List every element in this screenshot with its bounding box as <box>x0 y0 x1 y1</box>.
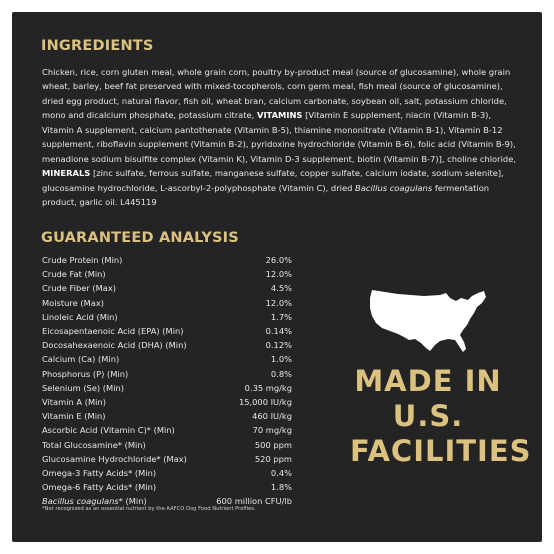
table-row <box>42 324 292 338</box>
bacillus-name: Bacillus coagulans <box>355 182 433 193</box>
table-row <box>42 267 292 281</box>
table-row <box>42 352 292 366</box>
nutrient-name: Crude Fat (Min) <box>42 269 106 280</box>
nutrient-value: 4.5% <box>270 283 292 294</box>
nutrient-value: 500 ppm <box>254 439 292 450</box>
ingredients-text-part: Chicken, rice, corn gluten meal, whole grain corn, poultry by-product meal (source of glucosamine), whole grain wheat, barley, beef fat preserved with mixed-tocopherols, corn germ meal, fish meal (source of glucosamine), dried egg product, natural flavor, fish oil, wheat bran, calcium carbonate, soybean oil, salt, potassium chloride, mono and dicalcium phosphate, potassium citrate, <box>42 67 511 121</box>
vitamins-label: VITAMINS <box>256 110 303 121</box>
nutrient-value: 12.0% <box>265 269 292 280</box>
usa-map-icon <box>368 288 488 356</box>
nutrient-name: Crude Protein (Min) <box>42 255 123 266</box>
nutrient-value: 12.0% <box>265 297 292 308</box>
ingredients-heading: INGREDIENTS <box>41 38 154 54</box>
nutrient-name: Phosphorus (P) (Min) <box>42 368 129 379</box>
nutrient-name: Ascorbic Acid (Vitamin C)* (Min) <box>42 425 175 436</box>
nutrient-name: Selenium (Se) (Min) <box>42 382 125 393</box>
nutrient-name: Vitamin E (Min) <box>42 411 106 422</box>
nutrient-name: Vitamin A (Min) <box>42 396 106 407</box>
bacillus-name: Bacillus coagulans <box>42 496 119 507</box>
nutrient-name: Glucosamine Hydrochloride* (Max) <box>42 453 187 464</box>
nutrient-value: 15,000 IU/kg <box>238 396 292 407</box>
table-row <box>42 466 292 480</box>
badge-line: U.S. <box>392 399 464 433</box>
table-row <box>42 409 292 423</box>
table-row <box>42 310 292 324</box>
badge-line: MADE IN <box>354 364 502 398</box>
ingredients-text <box>42 65 518 210</box>
table-row <box>42 395 292 409</box>
nutrient-value: 0.8% <box>270 368 292 379</box>
nutrient-value: 70 mg/kg <box>252 425 292 436</box>
minerals-label: MINERALS <box>42 168 91 179</box>
badge-line: FACILITIES <box>350 434 532 468</box>
nutrient-value: 1.0% <box>270 354 292 365</box>
nutrient-value: 26.0% <box>265 255 292 266</box>
table-row <box>42 480 292 494</box>
footnote: *Not recognized as an essential nutrient by the AAFCO Dog Food Nutrient Profiles. <box>42 506 256 512</box>
nutrient-value: 1.7% <box>270 311 292 322</box>
nutrient-value: 600 million CFU/lb <box>216 496 292 507</box>
nutrient-value: 0.4% <box>270 467 292 478</box>
guaranteed-analysis-heading: GUARANTEED ANALYSIS <box>41 230 239 246</box>
table-row <box>42 281 292 295</box>
nutrient-name: Moisture (Max) <box>42 297 104 308</box>
table-row <box>42 423 292 437</box>
table-row <box>42 367 292 381</box>
guaranteed-analysis-table <box>42 253 292 508</box>
nutrient-value: 460 IU/kg <box>252 411 292 422</box>
nutrient-name: Omega-3 Fatty Acids* (Min) <box>42 467 157 478</box>
table-row <box>42 381 292 395</box>
nutrient-name: Calcium (Ca) (Min) <box>42 354 120 365</box>
label-panel <box>12 12 542 542</box>
nutrient-name: Linoleic Acid (Min) <box>42 311 118 322</box>
nutrient-name-suffix: * (Min) <box>118 496 147 507</box>
nutrient-name: Total Glucosamine* (Min) <box>42 439 146 450</box>
nutrient-name: Crude Fiber (Max) <box>42 283 116 294</box>
ingredients-text-part: [Vitamin E supplement, niacin (Vitamin B-3), Vitamin A supplement, calcium pantothenate (Vitamin B-5), thiamine mononitrate (Vitamin B-1), Vitamin B-12 supplement, riboflavin supplement (Vitamin B-2), pyridoxine hydrochloride (Vitamin B-6), folic acid (Vitamin B-9), menadione sodium bisulfite complex (Vitamin K), Vitamin D-3 supplement, biotin (Vitamin B-7)], choline chloride, <box>42 110 516 164</box>
made-in-usa-badge <box>350 364 532 469</box>
nutrient-name: Docosahexaenoic Acid (DHA) (Min) <box>42 340 187 351</box>
table-row <box>42 437 292 451</box>
nutrient-value: 0.14% <box>265 326 292 337</box>
nutrient-name: Omega-6 Fatty Acids* (Min) <box>42 482 157 493</box>
nutrient-value: 1.8% <box>270 482 292 493</box>
nutrient-value: 520 ppm <box>254 453 292 464</box>
ingredients-text-part: fermentation product, garlic oil. L445119 <box>42 182 490 208</box>
table-row <box>42 296 292 310</box>
table-row <box>42 338 292 352</box>
nutrient-value: 0.12% <box>265 340 292 351</box>
table-row <box>42 253 292 267</box>
table-row <box>42 452 292 466</box>
nutrient-value: 0.35 mg/kg <box>244 382 292 393</box>
nutrient-name: Eicosapentaenoic Acid (EPA) (Min) <box>42 326 184 337</box>
ingredients-text-part: [zinc sulfate, ferrous sulfate, manganese sulfate, copper sulfate, calcium iodate, sodium selenite], glucosamine hydrochloride, L-ascorbyl-2-polyphosphate (Vitamin C), dried <box>42 168 504 193</box>
